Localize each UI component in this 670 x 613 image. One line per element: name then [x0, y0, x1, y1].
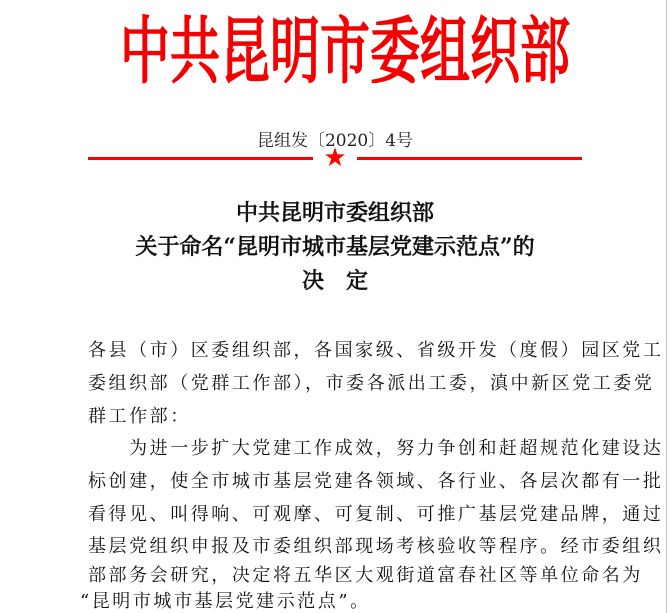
- org-char: 明: [270, 8, 320, 95]
- org-char: 组: [420, 8, 470, 95]
- issuing-organization-header: [120, 8, 570, 96]
- body-line: 各县（市）区委组织部，各国家级、省级开发（度假）园区党工: [88, 340, 664, 361]
- org-char: 共: [170, 8, 220, 95]
- body-line: 标创建，使全市城市基层党建各领域、各行业、各层次都有一批: [88, 471, 664, 492]
- org-char: 部: [520, 8, 570, 95]
- org-char: 昆: [220, 8, 270, 95]
- page-edge: [666, 0, 667, 613]
- body-line: 基层党组织申报及市委组织部现场考核验收等程序。经市委组织: [88, 536, 664, 557]
- body-line: 看得见、叫得响、可观摩、可复制、可推广基层党建品牌，通过: [88, 504, 664, 525]
- org-char: 织: [470, 8, 520, 95]
- title-line-2: 关于命名“昆明市城市基层党建示范点”的: [135, 234, 535, 260]
- red-rule-right: [357, 157, 582, 160]
- body-line: 部部务会研究，决定将五华区大观街道富春社区等单位命名为: [88, 565, 643, 586]
- body-line: 委组织部（党群工作部），市委各派出工委，滇中新区党工委党: [88, 373, 655, 394]
- red-rule-left: [88, 157, 313, 160]
- title-line-3: 决 定: [301, 268, 368, 294]
- body-line: “昆明市城市基层党建示范点”。: [80, 591, 371, 612]
- title-line-1: 中共昆明市委组织部: [235, 200, 434, 226]
- star-icon: ★: [323, 143, 347, 173]
- document-number: 昆组发〔2020〕4号: [256, 131, 414, 151]
- body-line: 为进一步扩大党建工作成效，努力争创和赶超规范化建设达: [88, 438, 664, 459]
- org-char: 市: [320, 8, 370, 95]
- org-char: 中: [120, 8, 170, 95]
- org-char: 委: [370, 8, 420, 95]
- body-line: 群工作部：: [88, 406, 191, 427]
